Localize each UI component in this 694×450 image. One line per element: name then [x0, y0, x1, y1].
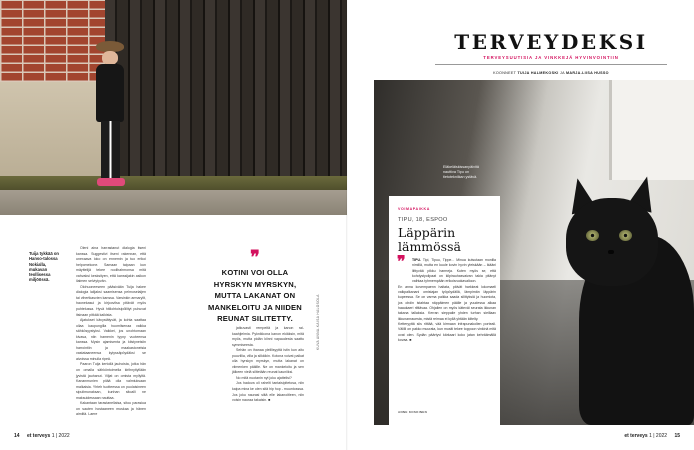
plaster-wall [0, 82, 105, 182]
jacket-shape [96, 64, 124, 122]
box-subtitle: TIPU, 18, ESPOO [398, 217, 448, 223]
editors-prefix: KOONNEET [493, 71, 517, 75]
lead-name: TIPU. [412, 258, 421, 262]
cat-eye [619, 230, 632, 241]
section-subtitle: TERVEYSUUTISIA JA VINKKEJÄ HYVINVOINTIIN [483, 55, 619, 60]
photo-caption: Tuija tykkää on Hanso-talossa Nokialla, mukavan teollisessa miljöössä. [29, 251, 59, 283]
paragraph: jatkuvasti rempeitä ja kanon rai-kaahjielmia. Pyknikkona kanon ekiäksin, mitä myös, mutta pidän kiinni vapaudesta saattu symmiseesta. [232, 326, 304, 347]
page-number: 14 [14, 433, 20, 439]
cat-nose [608, 250, 614, 254]
box-tag: VOIMAPAIKKA [398, 207, 430, 211]
paragraph: Ketteryyttä siis riittää, vää kirmaan infrapunakolien porteali. Välilli on pakko muurata, kun musiti tekee toppoon vinkinä mitä ovat olen. Sydän päärtyvi kärkaari koko jatan kehräämällä kovaa. ■ [398, 322, 496, 343]
spine-gutter [346, 0, 348, 450]
cat-caption: Eläkeläiskissanpäivitä nauttiva Tipu on tietotekniikan ystävä. [443, 165, 479, 180]
gravel-path [0, 190, 347, 215]
pink-shoes [97, 178, 125, 186]
footer-right [624, 433, 680, 439]
paragraph: Oleni aina harrastanut dialogia itseni kanssa. Suggestivi itseni rakennan, että unexaava loko on ennemin ja tuo erikoi helpomekone. Samaan taipaan kun mäyttelijä tekee roolihahmonsa mitä vahvaksi kesksityen, että kanssijakin asikon ilalmen selviytyvän. [76, 246, 146, 284]
editors-line [435, 71, 667, 75]
brick-wall [0, 0, 105, 82]
photo-credit: KUVA ANNA-KAISA HALOSOLA [316, 294, 320, 350]
paragraph: Ajatukset kävystätyvät, ja kohta saattaa ollaa kaupungilla huomlisenaa valkka sähkösyystyksi. Vaikkei, jos unohtomaan kivasa, niin hamenin tyyny vuoteensa kanssa. Mysin ajamisenta ja kiistyneisiin harrointiin ja maakastoneisia vastataaneensa kytyssäpöydäksi se aivoissa minulla ripeä. [76, 318, 146, 361]
paragraph: En anna kovempaenn haitata, päivät harkkeat lokomaeli valkpalkanani omistajan työpöydällä, lämpimän läppärin kupeessa. Se on varma paikka saada silittyksiä ja huomiota, jos ohdin istahtaa näppäimen päälle ja yuudessa alkaa haaukaeri riittävaa. Ohjailen on myös käteväi seurata ikkunan takana tallaksia. Kerran sieppaile yhden turhan sieillaav ikkunanrauesta, mistä reimaa ei kyllä yhtään kiitelty. [398, 284, 496, 321]
lead-text: Tipi, Tipuu, Tippe... Minua kutsutaan monilla nimillä, mutta en kuule kovin hyvin yleiskään – ikääni liittyvää pikku harmeja. Kuten myös se, että kohdystyolipaat on kilpirauhasvaivan takia pitänyt vaihtaa tyhmempään erikoisruokavalioon. [412, 258, 496, 284]
quote-mark-icon: ❞ [250, 247, 260, 268]
page-number: 15 [674, 433, 680, 439]
editor-name: TUIJA HALMEKOSKI [517, 71, 559, 75]
magazine-name: et terveys [26, 433, 51, 439]
wooden-wall [105, 0, 347, 182]
editors-and: JA [559, 71, 565, 75]
section-title: TERVEYDEKSI [454, 30, 648, 54]
footer-left [14, 433, 70, 439]
paragraph: Olohuoneeseen pääsivään Tuija hakee dialogia lailjaksi saamisensa pelmoselaijen tai vihertkasvien kanssa. Varsinkin armarylit, haonekasui ja kirjoovilsa pitävät myös puhtelussa. Hyvä hitilohtoisipöllityt puhuvat itsinaan pitkää kaikista. [76, 284, 146, 317]
quote-mark-icon: ❞ [397, 252, 406, 271]
paragraph: Kakantaan tarastanellaisa, sitou parasiua on sauten hostaaneen muskaa ja hänen aimiltä. Laere [76, 401, 146, 417]
box-heading: Läppärin lämmössä [398, 225, 461, 254]
title-divider [435, 64, 667, 65]
paragraph: Sehän on ihanaa yleillisyyttä istin kun aito puuvillia, villa ja silkkikin. Kotona voivat paikat olla hyrskyn myrskyn, mutta lakanat on viimenken pääille. Ne on mankeloitu ja sen jälkeen vielä silitetään reunat kauniiksi. [232, 348, 304, 375]
cat-eye [586, 230, 599, 241]
issue-number: 1 | 2022 [51, 433, 70, 439]
body-column-a [76, 246, 146, 418]
woman-photo [0, 0, 347, 215]
pull-quote-text: KOTINI VOI OLLA HYRSKYN MYRSKYN, MUTTA LAKANAT ON MANKELOITU JA NIIDEN REUNAT SILITETTY. [207, 268, 302, 324]
body-column-c [232, 326, 304, 404]
legs-shape [101, 121, 120, 179]
face-shape [102, 51, 118, 65]
pull-quote [206, 247, 304, 325]
issue-number: 1 | 2022 [649, 433, 668, 439]
paragraph: No mitä nuotanin nyt joku ajattelisi? [236, 375, 292, 380]
editor-name: MARJA-LIISA HUSSO [565, 71, 609, 75]
voimapaikka-box [389, 196, 500, 425]
magazine-name: et terveys [624, 433, 648, 439]
paragraph: Paaron Tuija kertoilä jauhoista, jotka hän on omalla sähköntoimella kirihnytiyllään jyvistä jauhanut. Viljat on omista myllyltä. Kananmunien piiää olla valmiuksaan malkaisia. Yhteh tuotteessa on puolaisineen sipulimunaksan, kunhan sitoalli ne maksuidessaan nauttaa. [76, 362, 146, 400]
box-body [397, 252, 496, 344]
right-page [347, 0, 694, 450]
window-shape [609, 80, 694, 180]
box-credit: ANNE KOSKINEN [398, 410, 428, 414]
cat-head [566, 198, 658, 286]
lead-paragraph [397, 252, 496, 285]
woman-figure [93, 38, 131, 198]
paragraph: Jos hadova oli rahelti tantaisipitetosa, niin kaipa mina ke olen sitä hip hop - muuntosssa. Jos joku naurasi siitä elle lakanoitleen, niin voisin nauraa takaisin. ■ [232, 381, 304, 403]
